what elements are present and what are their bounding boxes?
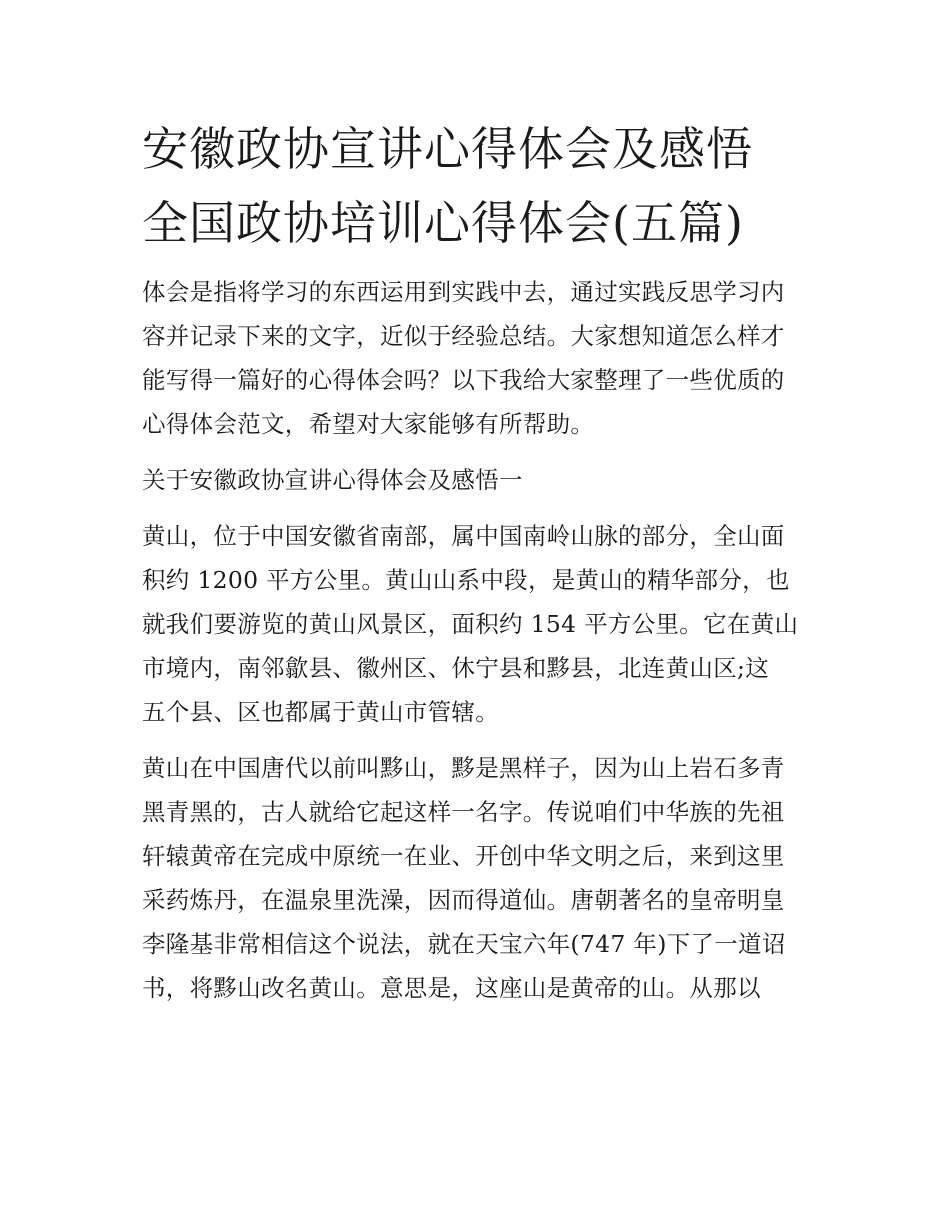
paragraph-line: 轩辕黄帝在完成中原统一在业、开创中华文明之后，来到这里	[142, 842, 785, 870]
paragraph-line: 黄山在中国唐代以前叫黟山，黟是黑样子，因为山上岩石多青	[142, 754, 785, 782]
intro-line: 心得体会范文，希望对大家能够有所帮助。	[142, 410, 595, 438]
paragraph-line: 五个县、区也都属于黄山市管辖。	[142, 698, 499, 726]
paragraph-line: 积约 1200 平方公里。黄山山系中段，是黄山的精华部分，也	[142, 566, 790, 594]
paragraph-line: 李隆基非常相信这个说法，就在天宝六年(747 年)下了一道诏	[142, 930, 786, 958]
document-title	[142, 112, 822, 260]
body-paragraph-1	[142, 514, 822, 734]
section-heading: 关于安徽政协宣讲心得体会及感悟一	[142, 466, 523, 494]
paragraph-line: 黑青黑的，古人就给它起这样一名字。传说咱们中华族的先祖	[142, 798, 785, 826]
intro-line: 能写得一篇好的心得体会吗？以下我给大家整理了一些优质的	[142, 366, 785, 394]
paragraph-line: 书，将黟山改名黄山。意思是，这座山是黄帝的山。从那以	[142, 974, 761, 1002]
paragraph-line: 市境内，南邻歙县、徽州区、休宁县和黟县，北连黄山区;这	[142, 654, 770, 682]
title-line-1: 安徽政协宣讲心得体会及感悟	[142, 122, 753, 176]
intro-line: 容并记录下来的文字，近似于经验总结。大家想知道怎么样才	[142, 322, 785, 350]
paragraph-line: 黄山，位于中国安徽省南部，属中国南岭山脉的部分，全山面	[142, 522, 785, 550]
title-line-2: 全国政协培训心得体会(五篇)	[142, 196, 744, 250]
body-paragraph-2	[142, 746, 822, 1010]
paragraph-line: 就我们要游览的黄山风景区，面积约 154 平方公里。它在黄山	[142, 610, 799, 638]
paragraph-line: 采药炼丹，在温泉里洗澡，因而得道仙。唐朝著名的皇帝明皇	[142, 886, 785, 914]
document-page	[142, 112, 822, 1010]
intro-paragraph	[142, 270, 822, 446]
intro-line: 体会是指将学习的东西运用到实践中去，通过实践反思学习内	[142, 278, 785, 306]
